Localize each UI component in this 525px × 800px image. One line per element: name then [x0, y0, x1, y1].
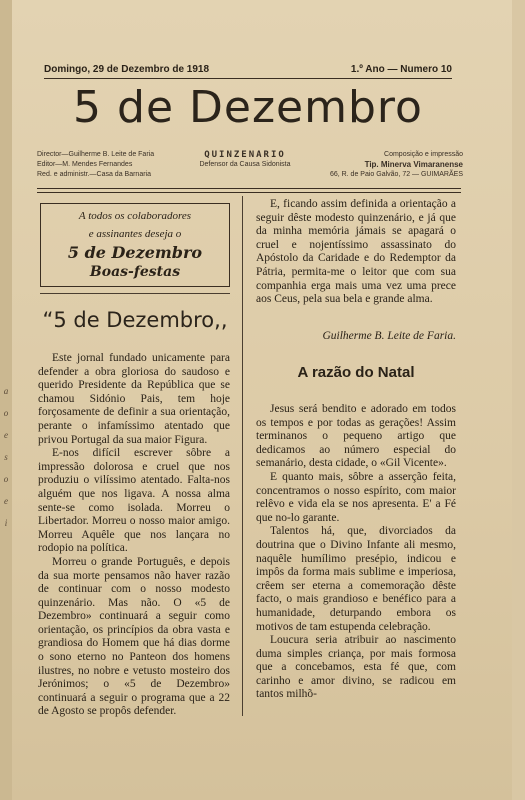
article-1-paragraph: Este jornal fundado unicamente para defender a obra gloriosa do saudoso e querido Presidente da República que se chamou Sidónio Pais, tem hoje forçosamente de definir a sua orientação, perante o infamíssimo atentado que privou Portugal da sua maior Figura. [38, 352, 230, 446]
date-issue-line [44, 64, 452, 75]
margin-letter: o [3, 474, 9, 484]
margin-letter: e [4, 430, 8, 440]
continuation-paragraph: E, ficando assim definida a orientação a seguir dêste modesto quinzenário, e já que da minha memória jámais se apagará o cruel e nojentíssimo assassinato do Apóstolo da Caridade e do Redemptor da Pátria, permita-me o leitor que com sua companhia erga mais uma vez uma prece aos Ceus, pela sua bela e grande alma. [256, 198, 456, 306]
section-rule [40, 293, 230, 294]
greeting-paper-name: 5 de Dezembro [67, 243, 203, 262]
article-1-signature: Guilherme B. Leite de Faria. [322, 330, 456, 342]
margin-letter: e [4, 496, 8, 506]
article-1-continuation [256, 198, 456, 307]
article-2-title: A razão do Natal [297, 364, 415, 381]
director-line: Director—Guilherme B. Leite de Faria [37, 151, 155, 158]
article-2-paragraph: Jesus será bendito e adorado em todos os tempos e por todas as gerações! Assim terminanos o pequeno artigo que dedicamos ao número especial do semanário, desta cidade, o «Gil Vicente». [256, 403, 456, 470]
editor-line: Editor—M. Mendes Fernandes [37, 161, 133, 168]
column-divider [242, 196, 243, 716]
margin-letter: s [4, 452, 8, 462]
margin-letter: o [3, 408, 9, 418]
article-2-paragraph: E quanto mais, sôbre a asserção feita, concentramos o nosso espírito, com maior relêvo e vida ela se nos apresenta. E' a Fé que no-lo garante. [256, 470, 456, 524]
greeting-wishes: Boas-festas [89, 264, 181, 280]
greeting-box [40, 203, 230, 287]
article-2-paragraph: Loucura seria atribuir ao nascimento duma simples criança, por mais formosa que a concebamos, esta fé que, com carinho e amor divino, se radicou em tantos milhõ- [256, 634, 456, 701]
greeting-line-1: A todos os colaboradores [78, 210, 192, 222]
printer-info [313, 150, 463, 180]
issue-number: 1.º Ano — Numero 10 [350, 64, 452, 75]
article-2-paragraph: Talentos há, que, divorciados da doutrina que o Divino Infante ali mesmo, naquêle humílimo presépio, indicou e impôs da forma mais sublime e imperiosa, crêem ser eterna a comemoração dêste facto, o mais grandioso e benéfico para a humanidade, deturpando embora os motivos de tam estupenda celebração. [256, 525, 456, 633]
printer-address: 66, R. de Paio Galvão, 72 — GUIMARÃES [329, 171, 463, 178]
article-2-body [256, 403, 456, 702]
printing-label: Composição e impressão [384, 151, 463, 158]
header-double-rule [37, 188, 461, 193]
article-1-paragraph: Morreu o grande Português, e depois da sua morte pensamos não haver razão de continuar com o nosso modesto quinzenário. Mas não. O «5 de Dezembro» continuará a seguir como orientação, os princípios da obra vasta e grandiosa do Homem que há dias dorme o sono eterno no Panteon dos homens ilustres, no nobre e vetusto mosteiro dos Jerónimos; o «5 de Dezembro» continuará a seguir o programa que a 22 de Agosto se propôs defender. [38, 555, 230, 718]
address-line: Red. e administr.—Casa da Barnaria [37, 171, 151, 178]
date-line: Domingo, 29 de Dezembro de 1918 [44, 64, 210, 75]
publication-info [180, 150, 310, 170]
top-rule [44, 78, 452, 79]
motto-line: Defensor da Causa Sidonista [199, 161, 291, 168]
masthead-title: 5 de Dezembro [73, 82, 423, 133]
printer-name: Tip. Minerva Vimaranense [364, 160, 463, 169]
margin-letter: i [4, 518, 8, 528]
article-1-title: “5 de Dezembro,, [42, 308, 228, 332]
frequency-label: QUINZENARIO [204, 150, 286, 160]
greeting-line-2: e assinantes deseja o [88, 228, 182, 240]
margin-letter: a [3, 386, 9, 396]
margin-fragments [0, 380, 12, 534]
article-1-paragraph: E-nos difícil escrever sôbre a impressão dolorosa e cruel que nos produziu o vilíssimo atentado. Falta-nos alguém que nos ligava. A nossa alma sente-se como isolada. Morreu o Libertador. Morreu o nosso maior amigo. Morreu Aquêle que nos lançara no rodopio na política. [38, 447, 230, 555]
staff-info [37, 150, 187, 180]
article-1-body [38, 352, 230, 719]
